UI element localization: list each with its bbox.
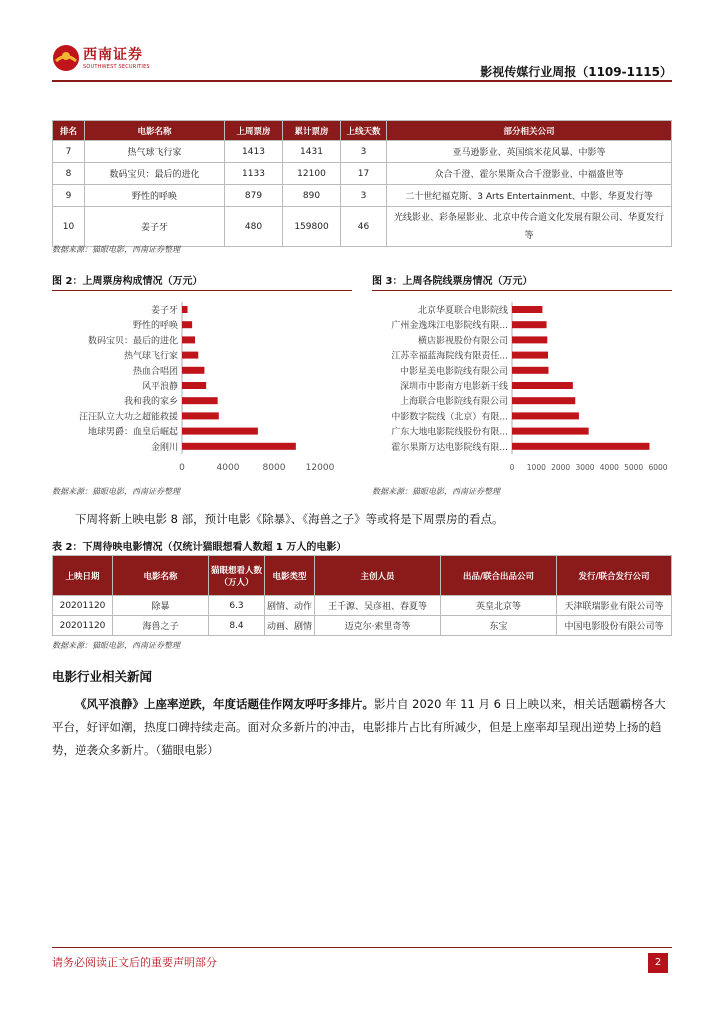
cell: 7 <box>53 141 85 163</box>
fig3-source: 数据来源：猫眼电影，西南证券整理 <box>372 487 500 496</box>
cell: 天津联瑞影业有限公司等 <box>557 596 672 616</box>
x-tick-label: 1000 <box>526 463 546 472</box>
cell: 亚马逊影业、英国缤米花风暴、中影等 <box>387 141 672 163</box>
bar <box>512 336 547 343</box>
table-row <box>53 141 672 163</box>
col-header-producer: 出品/联合出品公司 <box>441 556 557 596</box>
table-row <box>53 596 672 616</box>
cell: 姜子牙 <box>85 207 225 247</box>
col-header-want: 猫眼想看人数（万人） <box>209 556 265 596</box>
bar <box>512 443 649 450</box>
cell: 20201120 <box>53 596 113 616</box>
news-paragraph <box>52 693 672 762</box>
news-headline: 《风平浪静》上座率逆跌，年度话题佳作网友呼吁多排片。 <box>75 697 374 711</box>
table-header-row <box>53 121 672 141</box>
fig3-rule <box>372 290 672 291</box>
category-label: 野性的呼唤 <box>132 321 178 332</box>
logo-emblem-icon <box>52 44 80 72</box>
cell: 1133 <box>225 163 283 185</box>
col-header-film: 电影名称 <box>85 121 225 141</box>
cell: 3 <box>341 141 387 163</box>
cell: 8.4 <box>209 616 265 636</box>
category-label: 地球男爵：血皇后崛起 <box>87 427 178 438</box>
upcoming-paragraph: 下周将新上映电影 8 部，预计电影《除暴》、《海兽之子》等或将是下周票房的看点。 <box>75 512 504 526</box>
bar <box>512 306 542 313</box>
x-tick-label: 8000 <box>262 463 286 473</box>
category-label: 风平浪静 <box>141 382 178 392</box>
cell: 数码宝贝：最后的进化 <box>85 163 225 185</box>
category-label: 汪汪队立大功之超能救援 <box>78 412 178 423</box>
bar <box>182 321 192 328</box>
col-header-days: 上线天数 <box>341 121 387 141</box>
category-label: 我和我的家乡 <box>123 397 178 408</box>
cell: 野性的呼唤 <box>85 185 225 207</box>
category-label: 中影数字院线（北京）有限... <box>391 412 508 423</box>
category-label: 霍尔果斯万达电影院线有限... <box>391 442 508 453</box>
cell: 二十世纪福克斯、3 Arts Entertainment、中影、华夏发行等 <box>387 185 672 207</box>
cell: 1431 <box>283 141 341 163</box>
bar <box>182 443 296 450</box>
x-tick-label: 2000 <box>551 463 571 472</box>
bar <box>512 397 575 404</box>
x-tick-label: 5000 <box>624 463 644 472</box>
cell: 东宝 <box>441 616 557 636</box>
table-row <box>53 616 672 636</box>
table-row <box>53 185 672 207</box>
cell: 迈克尔·索里奇等 <box>315 616 441 636</box>
cell: 12100 <box>283 163 341 185</box>
cell: 剧情、动作 <box>265 596 315 616</box>
bar <box>182 336 195 343</box>
x-tick-label: 6000 <box>648 463 668 472</box>
bar <box>512 382 573 389</box>
fig2-title: 图 2：上周票房构成情况（万元） <box>52 276 203 287</box>
table1-source: 数据来源：猫眼电影，西南证券整理 <box>52 245 180 254</box>
category-label: 热血合唱团 <box>132 366 178 377</box>
table2-title: 表 2：下周待映电影情况（仅统计猫眼想看人数超 1 万人的电影） <box>52 542 347 553</box>
bar <box>512 352 548 359</box>
category-label: 上海联合电影院线有限公司 <box>399 397 508 408</box>
table-row <box>53 207 672 247</box>
cell: 1413 <box>225 141 283 163</box>
cell: 除暴 <box>113 596 209 616</box>
table-header-row <box>53 556 672 596</box>
table-row <box>53 163 672 185</box>
cell: 动画、剧情 <box>265 616 315 636</box>
category-label: 金刚川 <box>150 442 178 453</box>
x-tick-label: 0 <box>509 463 515 472</box>
col-header-rank: 排名 <box>53 121 85 141</box>
cell: 众合千澄、霍尔果斯众合千澄影业、中福盛世等 <box>387 163 672 185</box>
news-section-title: 电影行业相关新闻 <box>52 669 153 684</box>
cell: 热气球飞行家 <box>85 141 225 163</box>
category-label: 横店影视股份有限公司 <box>417 336 508 347</box>
cell: 10 <box>53 207 85 247</box>
cell: 王千源、吴彦祖、春夏等 <box>315 596 441 616</box>
col-header-cast: 主创人员 <box>315 556 441 596</box>
x-tick-label: 4000 <box>599 463 619 472</box>
col-header-distributor: 发行/联合发行公司 <box>557 556 672 596</box>
box-office-table <box>52 120 672 247</box>
fig3-title: 图 3：上周各院线票房情况（万元） <box>372 276 533 287</box>
x-tick-label: 4000 <box>216 463 240 473</box>
bar <box>512 367 549 374</box>
cell: 17 <box>341 163 387 185</box>
logo-text-cn: 西南证券 <box>83 47 143 63</box>
category-label: 深圳市中影南方电影新干线 <box>399 382 508 392</box>
col-header-week-box: 上周票房 <box>225 121 283 141</box>
cell: 6.3 <box>209 596 265 616</box>
upcoming-films-table <box>52 555 672 636</box>
cell: 8 <box>53 163 85 185</box>
bar <box>182 412 219 419</box>
category-label: 数码宝贝：最后的进化 <box>87 336 178 347</box>
report-title: 影视传媒行业周报（1109-1115） <box>480 65 672 79</box>
col-header-film: 电影名称 <box>113 556 209 596</box>
category-label: 热气球飞行家 <box>123 351 178 362</box>
bar <box>512 412 579 419</box>
fig2-source: 数据来源：猫眼电影，西南证券整理 <box>52 487 180 496</box>
footer-notice: 请务必阅读正文后的重要声明部分 <box>52 956 217 969</box>
bar <box>512 321 547 328</box>
header-divider <box>52 80 672 82</box>
bar <box>512 428 589 435</box>
category-label: 广东大地电影院线股份有限... <box>391 427 508 438</box>
bar <box>182 306 188 313</box>
cell: 中国电影股份有限公司等 <box>557 616 672 636</box>
bar <box>182 352 198 359</box>
category-label: 中影星美电影院线有限公司 <box>399 366 508 377</box>
news-body: 影片自 2020 年 11 月 6 日上映以来，相关话题霸榜各大平台，好评如潮，热度口碑持续走高。面对众多新片的冲击，电影排片占比有所减少，但是上座率却呈现出逆势上扬的趋势，逆袭众多新片。（猫眼电影） <box>52 697 666 757</box>
page-number: 2 <box>648 953 668 973</box>
col-header-date: 上映日期 <box>53 556 113 596</box>
table2-source: 数据来源：猫眼电影，西南证券整理 <box>52 641 180 650</box>
x-tick-label: 12000 <box>305 463 335 473</box>
footer-divider <box>52 947 672 948</box>
category-label: 北京华夏联合电影院线 <box>417 306 508 316</box>
logo-text-en: SOUTHWEST SECURITIES <box>83 64 150 70</box>
x-tick-label: 3000 <box>575 463 595 472</box>
cell: 光线影业、彩条屋影业、北京中传合道文化发展有限公司、华夏发行等 <box>387 207 672 247</box>
col-header-genre: 电影类型 <box>265 556 315 596</box>
company-logo <box>52 42 182 78</box>
category-label: 姜子牙 <box>150 306 178 316</box>
bar <box>182 367 204 374</box>
cell: 海兽之子 <box>113 616 209 636</box>
cell: 20201120 <box>53 616 113 636</box>
category-label: 江苏幸福蓝海院线有限责任... <box>391 351 508 362</box>
cell: 9 <box>53 185 85 207</box>
cell: 890 <box>283 185 341 207</box>
cell: 159800 <box>283 207 341 247</box>
cell: 英皇北京等 <box>441 596 557 616</box>
fig2-rule <box>52 290 352 291</box>
bar <box>182 428 258 435</box>
col-header-total-box: 累计票房 <box>283 121 341 141</box>
x-tick-label: 0 <box>179 463 185 473</box>
bar <box>182 382 206 389</box>
cell: 46 <box>341 207 387 247</box>
category-label: 广州金逸珠江电影院线有限... <box>391 321 508 332</box>
bar <box>182 397 218 404</box>
fig2-bar-chart <box>52 296 352 476</box>
cell: 879 <box>225 185 283 207</box>
col-header-companies: 部分相关公司 <box>387 121 672 141</box>
cell: 3 <box>341 185 387 207</box>
cell: 480 <box>225 207 283 247</box>
fig3-bar-chart <box>372 296 672 476</box>
